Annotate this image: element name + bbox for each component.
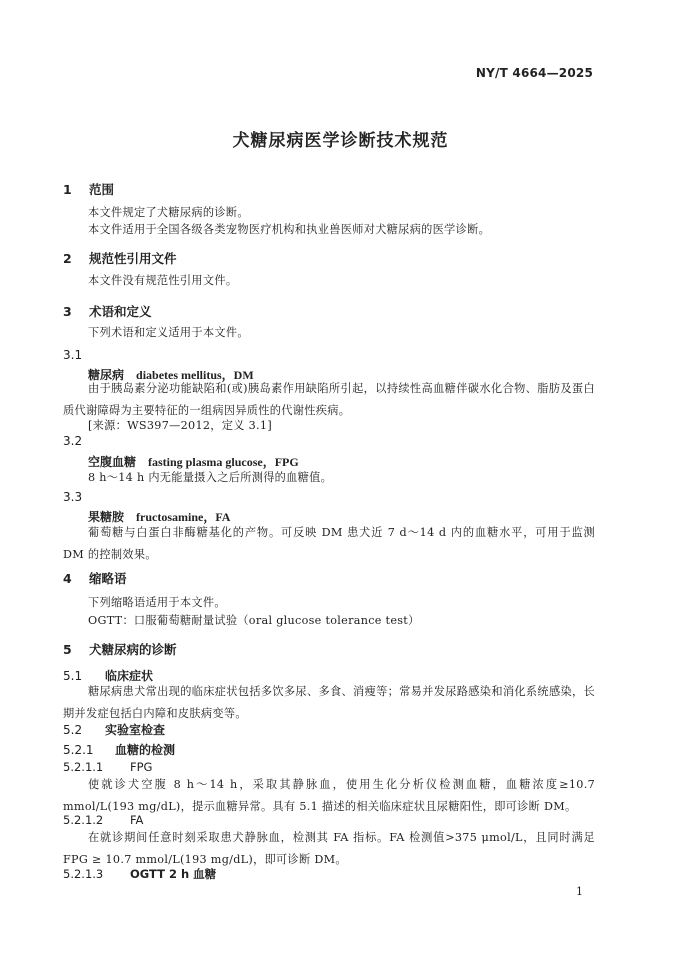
clause-number: 5.2.1.2 bbox=[63, 813, 104, 827]
section-title: 犬糖尿病的诊断 bbox=[89, 642, 177, 657]
subsection-title: 血糖的检测 bbox=[115, 743, 176, 757]
standard-code: NY/T 4664—2025 bbox=[475, 66, 593, 80]
paragraph: 下列缩略语适用于本文件。 bbox=[88, 596, 226, 609]
paragraph: OGTT：口服葡萄糖耐量试验（oral glucose tolerance test） bbox=[88, 614, 420, 627]
section-title: 缩略语 bbox=[89, 571, 127, 586]
term-number: 3.2 bbox=[63, 434, 83, 448]
clause-title: FPG bbox=[130, 760, 153, 774]
paragraph: 在就诊期间任意时刻采取患犬静脉血，检测其 FA 指标。FA 检测值>375 μmol/L，且同时满足 FPG ≥ 10.7 mmol/L(193 mg/dL)，即可诊断 DM。 bbox=[63, 831, 595, 866]
section-4-heading bbox=[63, 569, 595, 587]
section-title: 术语和定义 bbox=[89, 304, 152, 319]
page-number: 1 bbox=[576, 885, 583, 898]
section-title: 规范性引用文件 bbox=[89, 251, 177, 266]
clause-5-2-1-1-heading bbox=[63, 760, 595, 774]
term-definition: 葡萄糖与白蛋白非酶糖基化的产物。可反映 DM 患犬近 7 d～14 d 内的血糖水平，可用于监测 DM 的控制效果。 bbox=[63, 526, 595, 561]
paragraph: 下列术语和定义适用于本文件。 bbox=[88, 326, 249, 339]
term-number: 3.3 bbox=[63, 490, 83, 504]
page-title: 犬糖尿病医学诊断技术规范 bbox=[232, 131, 449, 151]
paragraph: 本文件没有规范性引用文件。 bbox=[88, 274, 238, 287]
clause-number: 5.2.1.3 bbox=[63, 867, 104, 881]
subsection-number: 5.2 bbox=[63, 723, 83, 737]
subsection-title: 临床症状 bbox=[105, 669, 154, 683]
term-english: fructosamine，FA bbox=[136, 510, 231, 524]
subsection-title: 实验室检查 bbox=[105, 723, 166, 737]
paragraph: 糖尿病患犬常出现的临床症状包括多饮多尿、多食、消瘦等；常易并发尿路感染和消化系统感染，长期并发症包括白内障和皮肤病变等。 bbox=[63, 685, 595, 720]
subsection-5-2-heading bbox=[63, 721, 595, 738]
clause-title: FA bbox=[130, 813, 144, 827]
term-definition: 8 h～14 h 内无能量摄入之后所测得的血糖值。 bbox=[88, 471, 333, 484]
clause-5-2-1-2-heading bbox=[63, 813, 595, 827]
paragraph: 本文件适用于全国各级各类宠物医疗机构和执业兽医师对犬糖尿病的医学诊断。 bbox=[88, 223, 491, 236]
clause-5-2-1-3-heading bbox=[63, 866, 595, 882]
term-english: diabetes mellitus，DM bbox=[136, 368, 254, 382]
section-number: 4 bbox=[63, 571, 72, 586]
term-english: fasting plasma glucose，FPG bbox=[148, 455, 299, 469]
subsection-number: 5.2.1 bbox=[63, 743, 94, 757]
subsection-5-2-1-heading bbox=[63, 741, 595, 758]
term-source: [来源：WS397—2012，定义 3.1] bbox=[88, 419, 272, 432]
paragraph: 使就诊犬空腹 8 h～14 h，采取其静脉血，使用生化分析仪检测血糖，血糖浓度≥10.7 mmol/L(193 mg/dL)，提示血糖异常。具有 5.1 描述的相关临床症状且尿糖阳性，即可诊断 DM。 bbox=[63, 778, 595, 813]
subsection-number: 5.1 bbox=[63, 669, 83, 683]
section-5-heading bbox=[63, 640, 595, 658]
section-number: 3 bbox=[63, 304, 72, 319]
clause-number: 5.2.1.1 bbox=[63, 760, 104, 774]
section-2-heading bbox=[63, 249, 595, 267]
section-number: 2 bbox=[63, 251, 72, 266]
paragraph: 本文件规定了犬糖尿病的诊断。 bbox=[88, 206, 249, 219]
term-chinese: 果糖胺 bbox=[88, 510, 125, 524]
term-chinese: 空腹血糖 bbox=[88, 455, 137, 469]
term-number: 3.1 bbox=[63, 348, 83, 362]
term-chinese: 糖尿病 bbox=[88, 368, 125, 382]
section-3-heading bbox=[63, 302, 595, 320]
clause-title: OGTT 2 h 血糖 bbox=[130, 867, 217, 881]
section-number: 1 bbox=[63, 182, 72, 197]
section-number: 5 bbox=[63, 642, 72, 657]
term-definition: 由于胰岛素分泌功能缺陷和(或)胰岛素作用缺陷所引起，以持续性高血糖伴碳水化合物、脂肪及蛋白质代谢障碍为主要特征的一组病因异质性的代谢性疾病。 bbox=[63, 382, 595, 417]
section-1-heading bbox=[63, 180, 595, 198]
section-title: 范围 bbox=[89, 182, 115, 197]
